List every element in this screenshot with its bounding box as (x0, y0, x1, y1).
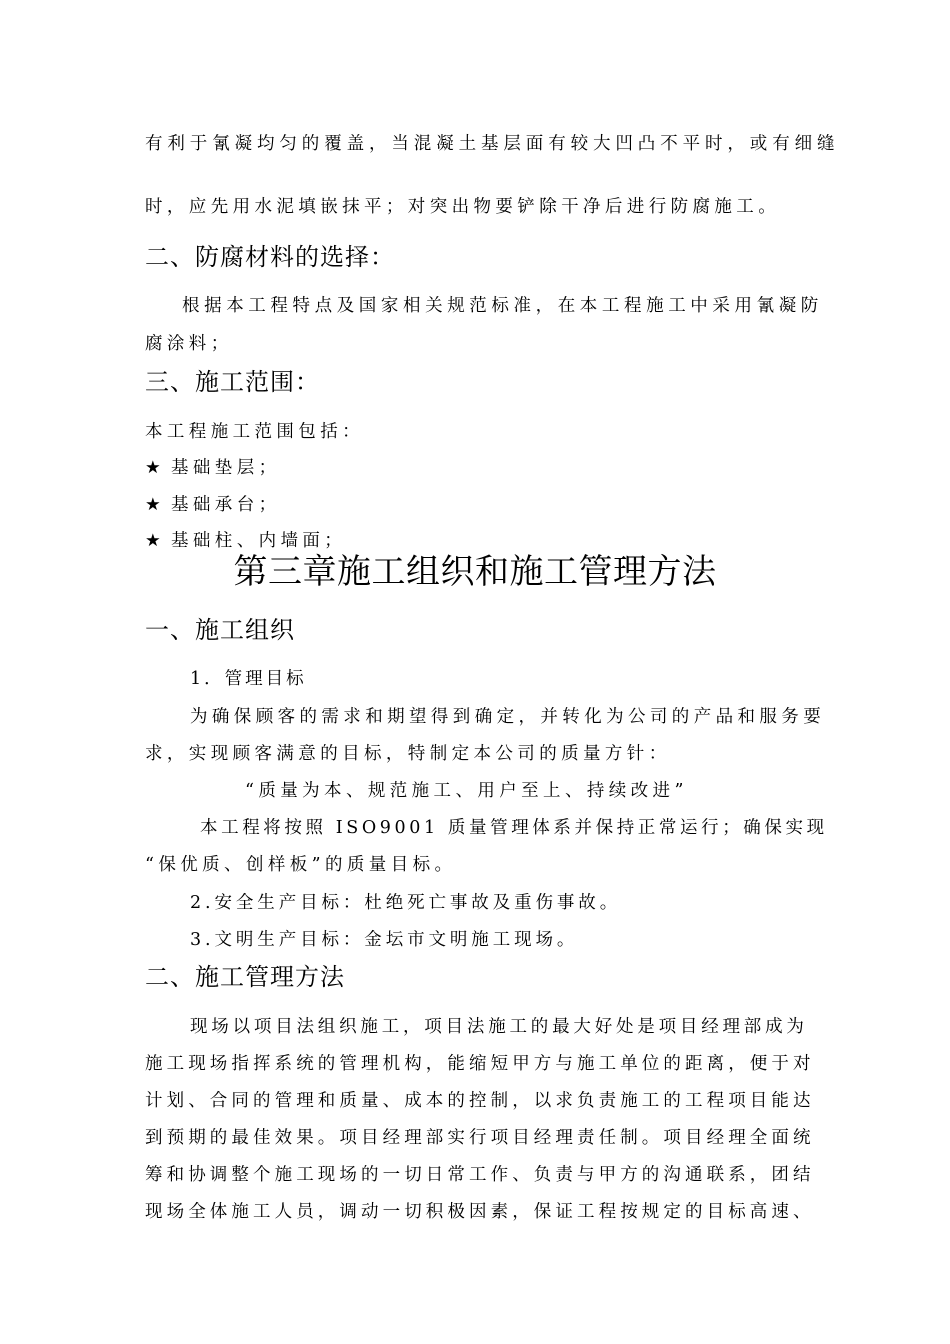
management-paragraph-line: 现场以项目法组织施工，项目法施工的最大好处是项目经理部成为 (190, 1017, 808, 1037)
materials-line-2: 腐涂料； (145, 334, 233, 354)
safety-goal: 2.安全生产目标：杜绝死亡事故及重伤事故。 (190, 893, 622, 913)
materials-line-1: 根据本工程特点及国家相关规范标准，在本工程施工中采用氰凝防 (182, 296, 823, 316)
management-paragraph-line: 计划、合同的管理和质量、成本的控制，以求负责施工的工程项目能达 (145, 1091, 815, 1111)
management-goal-title: 1．管理目标 (190, 669, 307, 689)
star-bullet-icon: ★ (145, 531, 161, 551)
chapter-title: 第三章施工组织和施工管理方法 (233, 552, 717, 592)
scope-item-label: 基础承台； (171, 495, 281, 515)
section-heading-scope: 三、施工范围： (145, 368, 320, 396)
quality-policy: “质量为本、规范施工、用户至上、持续改进” (245, 781, 688, 801)
scope-intro: 本工程施工范围包括： (145, 422, 364, 442)
goal-paragraph-line-2: 求，实现顾客满意的目标，特制定本公司的质量方针： (145, 744, 671, 764)
section-heading-materials: 二、防腐材料的选择： (145, 243, 395, 271)
management-paragraph-line: 到预期的最佳效果。项目经理部实行项目经理责任制。项目经理全面统 (145, 1128, 815, 1148)
civilized-goal: 3.文明生产目标：金坛市文明施工现场。 (190, 930, 579, 950)
iso-paragraph-line-1: 本工程将按照 ISO9001 质量管理体系并保持正常运行；确保实现 (200, 818, 828, 838)
management-paragraph-line: 施工现场指挥系统的管理机构，能缩短甲方与施工单位的距离，便于对 (145, 1054, 815, 1074)
management-paragraph-line: 筹和协调整个施工现场的一切日常工作、负责与甲方的沟通联系，团结 (145, 1165, 815, 1185)
goal-paragraph-line-1: 为确保顾客的需求和期望得到确定，并转化为公司的产品和服务要 (190, 707, 826, 727)
intro-line-2: 时，应先用水泥填嵌抹平；对突出物要铲除干净后进行防腐施工。 (145, 197, 781, 217)
scope-list-item (145, 493, 281, 517)
management-paragraph-line: 现场全体施工人员，调动一切积极因素，保证工程按规定的目标高速、 (145, 1202, 815, 1222)
scope-item-label: 基础柱、内墙面； (171, 531, 347, 551)
scope-list-item (145, 456, 281, 480)
star-bullet-icon: ★ (145, 458, 161, 478)
intro-line-1: 有利于氰凝均匀的覆盖，当混凝土基层面有较大凹凸不平时，或有细缝 (145, 134, 840, 154)
star-bullet-icon: ★ (145, 495, 161, 515)
section-heading-organization: 一、施工组织 (145, 616, 295, 644)
scope-item-label: 基础垫层； (171, 458, 281, 478)
section-heading-management: 二、施工管理方法 (145, 963, 345, 991)
iso-paragraph-line-2: “保优质、创样板”的质量目标。 (145, 855, 457, 875)
scope-list-item (145, 529, 346, 553)
